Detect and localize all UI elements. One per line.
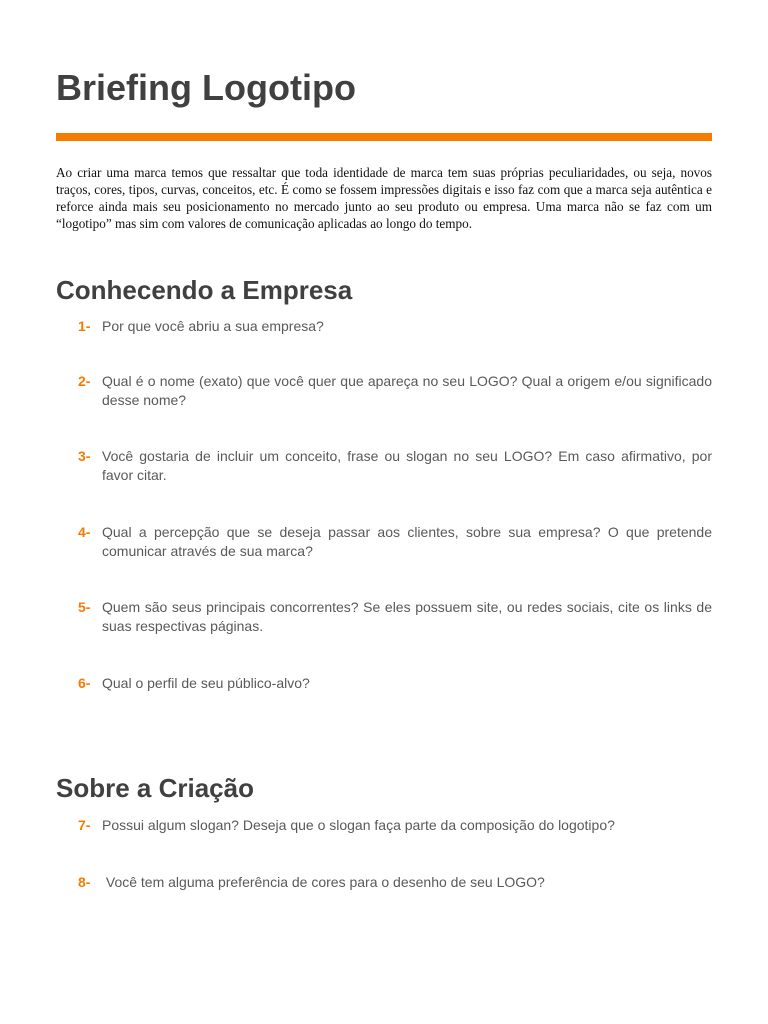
question-text: Qual é o nome (exato) que você quer que apareça no seu LOGO? Qual a origem e/ou significado desse nome?	[102, 373, 712, 408]
question-number: 5-	[78, 599, 91, 615]
question-text: Qual a percepção que se deseja passar aos clientes, sobre sua empresa? O que pretende comunicar através de sua marca?	[102, 524, 712, 559]
question-number: 6-	[78, 675, 91, 691]
question-number: 3-	[78, 448, 91, 464]
question-number: 2-	[78, 373, 91, 389]
question-item	[78, 873, 712, 892]
question-item	[78, 816, 712, 835]
question-text: Você tem alguma preferência de cores para o desenho de seu LOGO?	[102, 874, 545, 890]
question-text: Quem são seus principais concorrentes? Se eles possuem site, ou redes sociais, cite os links de suas respectivas páginas.	[102, 599, 712, 634]
question-text: Você gostaria de incluir um conceito, frase ou slogan no seu LOGO? Em caso afirmativo, por favor citar.	[102, 448, 712, 483]
section-heading-criacao: Sobre a Criação	[56, 773, 254, 803]
intro-paragraph: Ao criar uma marca temos que ressaltar que toda identidade de marca tem suas próprias peculiaridades, ou seja, novos traços, cores, tipos, curvas, conceitos, etc. É como se fossem impressões digitais e isso faz com que a marca seja autêntica e reforce ainda mais seu posicionamento no mercado junto ao seu produto ou empresa. Uma marca não se faz com um “logotipo” mas sim com valores de comunicação aplicadas ao longo do tempo.	[56, 165, 712, 231]
question-item	[78, 372, 712, 410]
document-title: Briefing Logotipo	[56, 67, 356, 108]
question-item	[78, 523, 712, 561]
question-number: 8-	[78, 874, 91, 890]
question-item	[78, 674, 712, 693]
question-number: 7-	[78, 817, 91, 833]
title-divider	[56, 133, 712, 141]
question-number: 4-	[78, 524, 91, 540]
question-item	[78, 447, 712, 485]
section-heading-empresa: Conhecendo a Empresa	[56, 275, 353, 305]
question-text: Qual o perfil de seu público-alvo?	[102, 675, 310, 691]
question-number: 1-	[78, 318, 91, 334]
question-item	[78, 598, 712, 636]
question-item	[78, 317, 712, 336]
question-text: Possui algum slogan? Deseja que o slogan faça parte da composição do logotipo?	[102, 817, 615, 833]
question-text: Por que você abriu a sua empresa?	[102, 318, 324, 334]
